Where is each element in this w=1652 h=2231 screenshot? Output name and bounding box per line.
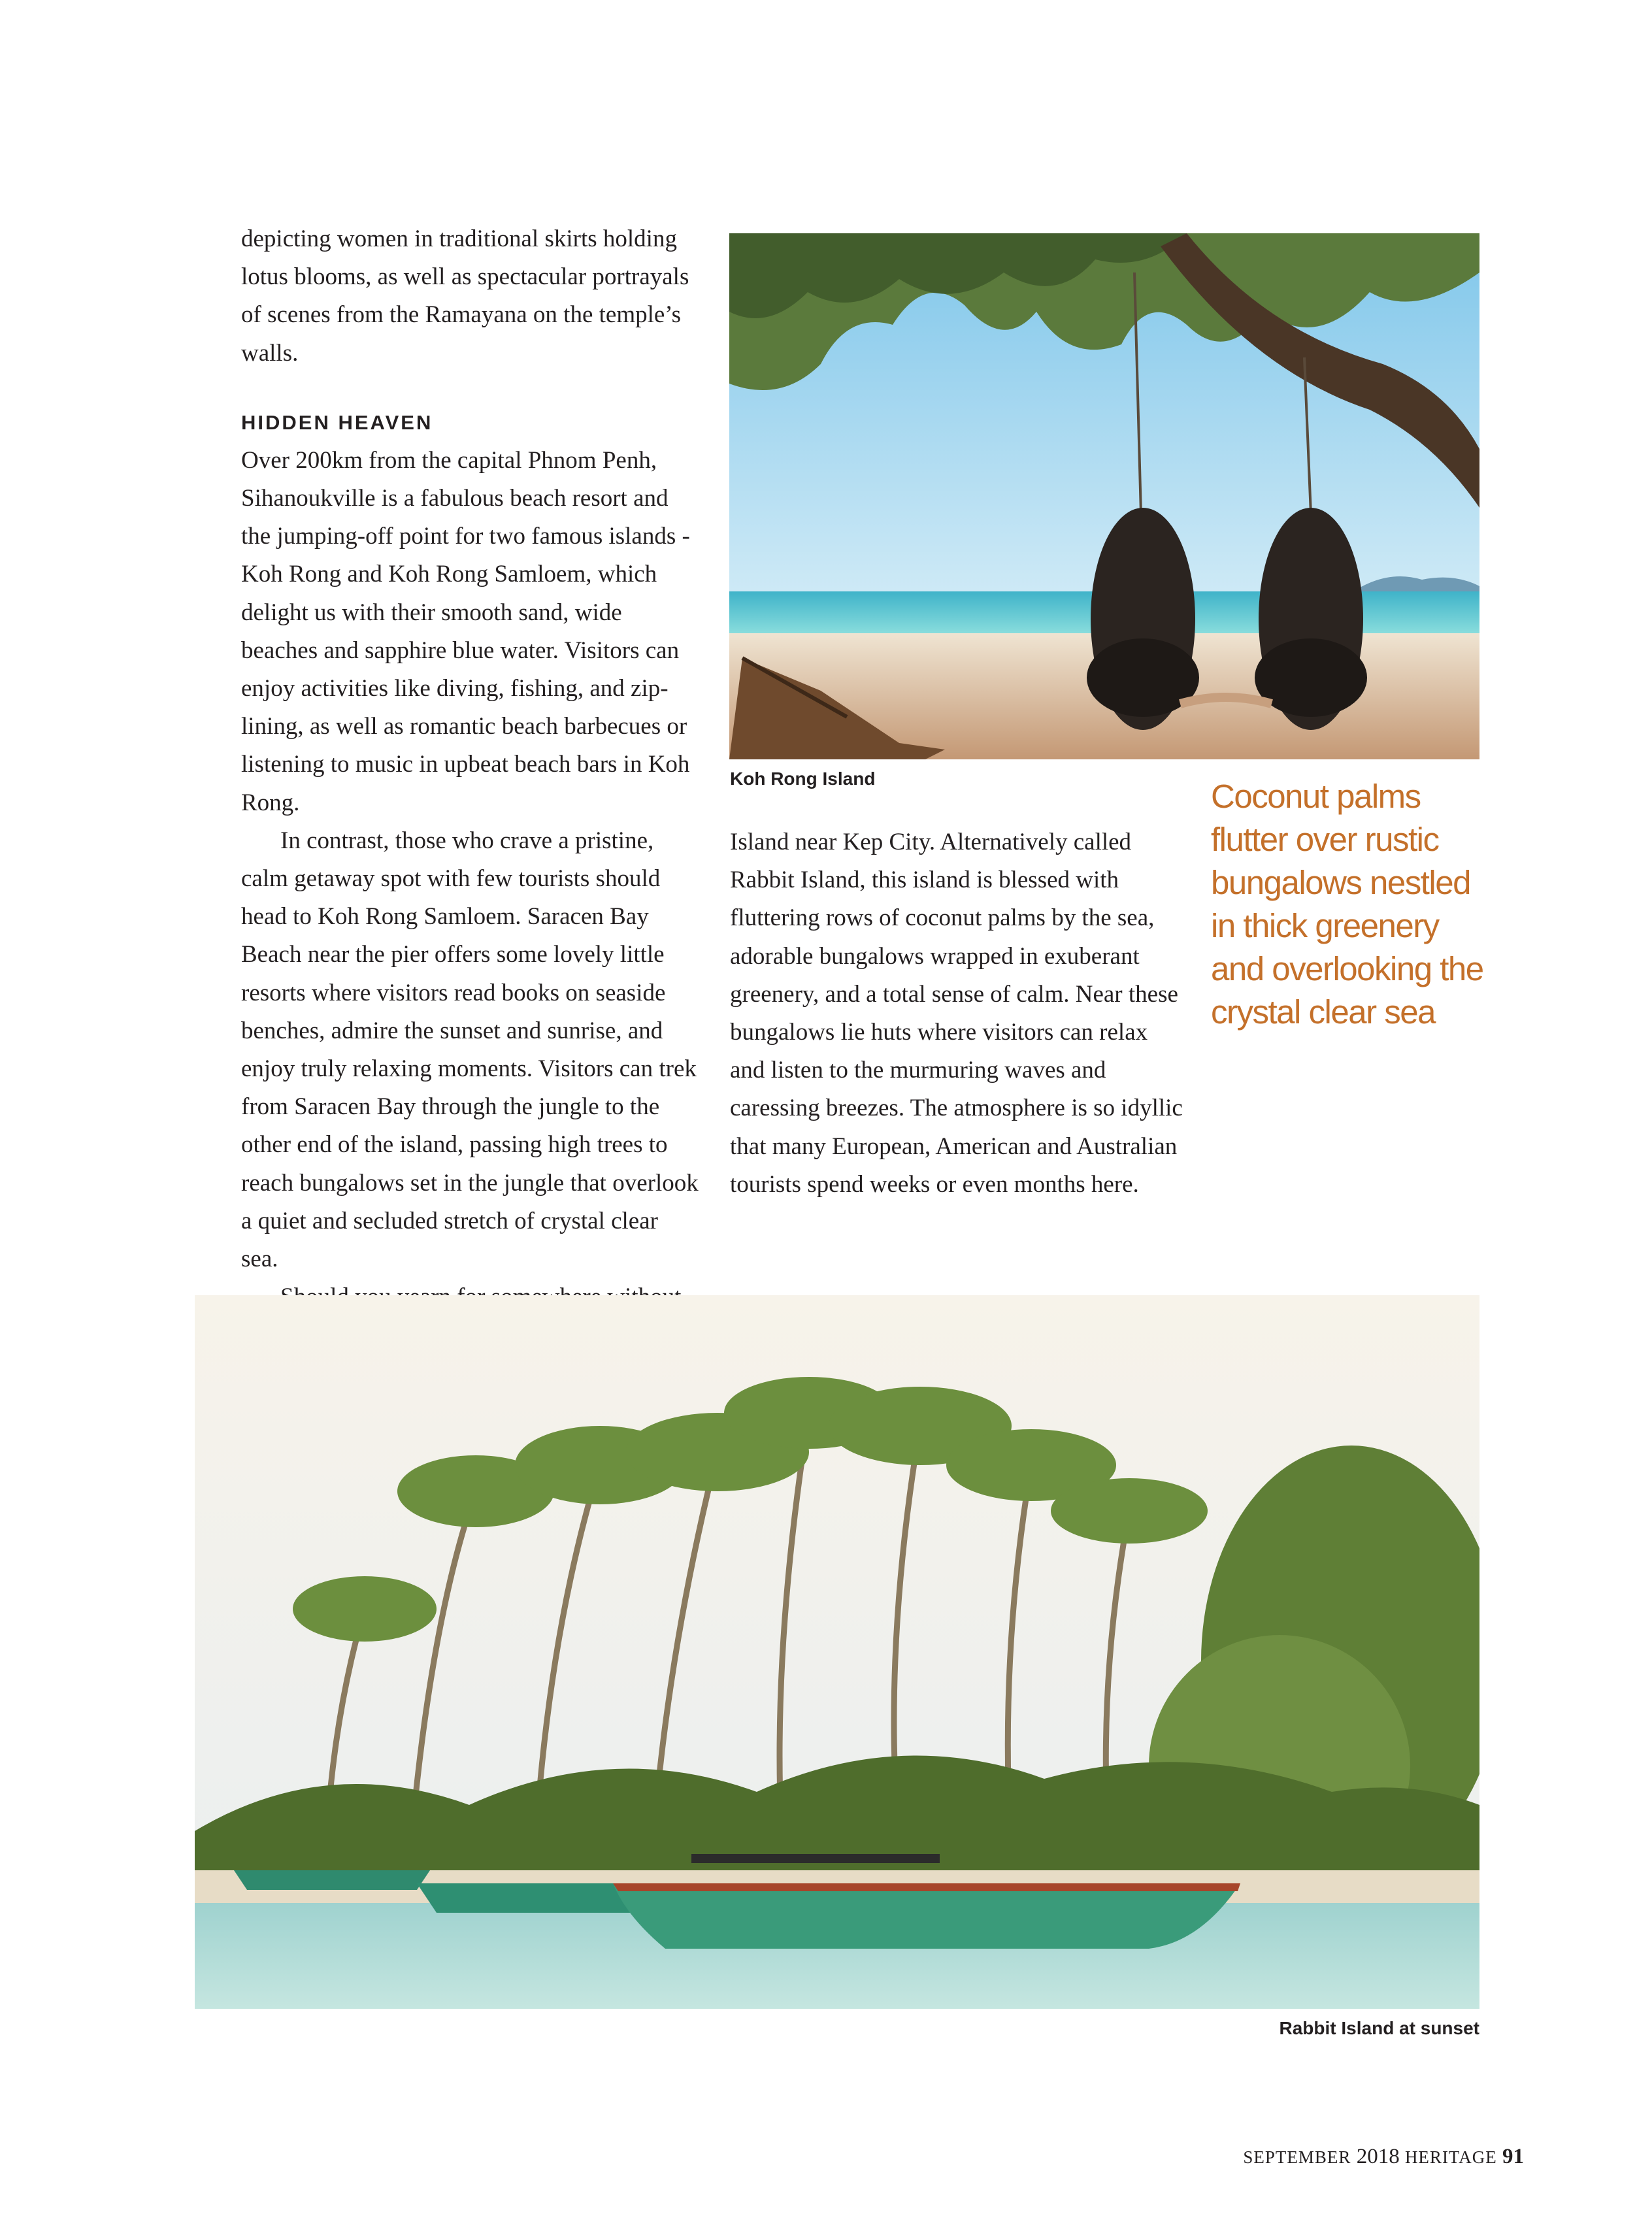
body-paragraph: In contrast, those who crave a pristine, calm getaway spot with few tourists should head to Koh Rong Samloem. Saracen Bay Beach near the pier offers some lovely little resorts where visitors read books on seaside benches, admire the sunset and sunrise, and enjoy truly relaxing moments. Visitors can trek from Saracen Bay through the jungle to the other end of the island, passing high trees to reach bungalows set in the jungle that overlook a quiet and secluded stretch of crystal clear sea. — [241, 827, 699, 1273]
page-folio — [1243, 2145, 1524, 2169]
section-heading: HIDDEN HEAVEN — [241, 410, 433, 434]
pull-quote: Coconut palms flutter over rustic bungalows nestled in thick greenery and overlooking the crystal clear sea — [1211, 778, 1483, 1031]
folio-year: 2018 — [1356, 2145, 1400, 2168]
photo-koh-rong-swings — [729, 233, 1479, 759]
photo-rabbit-island — [195, 1295, 1479, 2009]
page-number: 91 — [1502, 2145, 1524, 2168]
article-column-2 — [730, 823, 1187, 1204]
folio-magazine: HERITAGE — [1404, 2147, 1497, 2167]
folio-month: SEPTEMBER — [1243, 2147, 1351, 2167]
body-paragraph: Over 200km from the capital Phnom Penh, Sihanoukville is a fabulous beach resort and the jumping-off point for two famous islands - Koh Rong and Koh Rong Samloem, which delight us with their smooth sand, wide beaches and sapphire blue water. Visitors can enjoy activities like diving, fishing, and zip-lining, as well as romantic beach barbecues or listening to music in upbeat beach bars in Koh Rong. — [241, 446, 690, 816]
article-column-1 — [241, 220, 699, 1393]
photo-caption: Koh Rong Island — [730, 768, 876, 789]
body-paragraph-intro: depicting women in traditional skirts holding lotus blooms, as well as spectacular portrayals of scenes from the Ramayana on the temple’s walls. — [241, 225, 689, 367]
photo-caption: Rabbit Island at sunset — [1279, 2018, 1479, 2038]
body-paragraph: Island near Kep City. Alternatively called Rabbit Island, this island is blessed with fluttering rows of coconut palms by the sea, adorable bungalows wrapped in exuberant greenery, and a total sense of calm. Near these bungalows lie huts where visitors can relax and listen to the murmuring waves and caressing breezes. The atmosphere is so idyllic that many European, American and Australian tourists spend weeks or even months here. — [730, 829, 1183, 1198]
